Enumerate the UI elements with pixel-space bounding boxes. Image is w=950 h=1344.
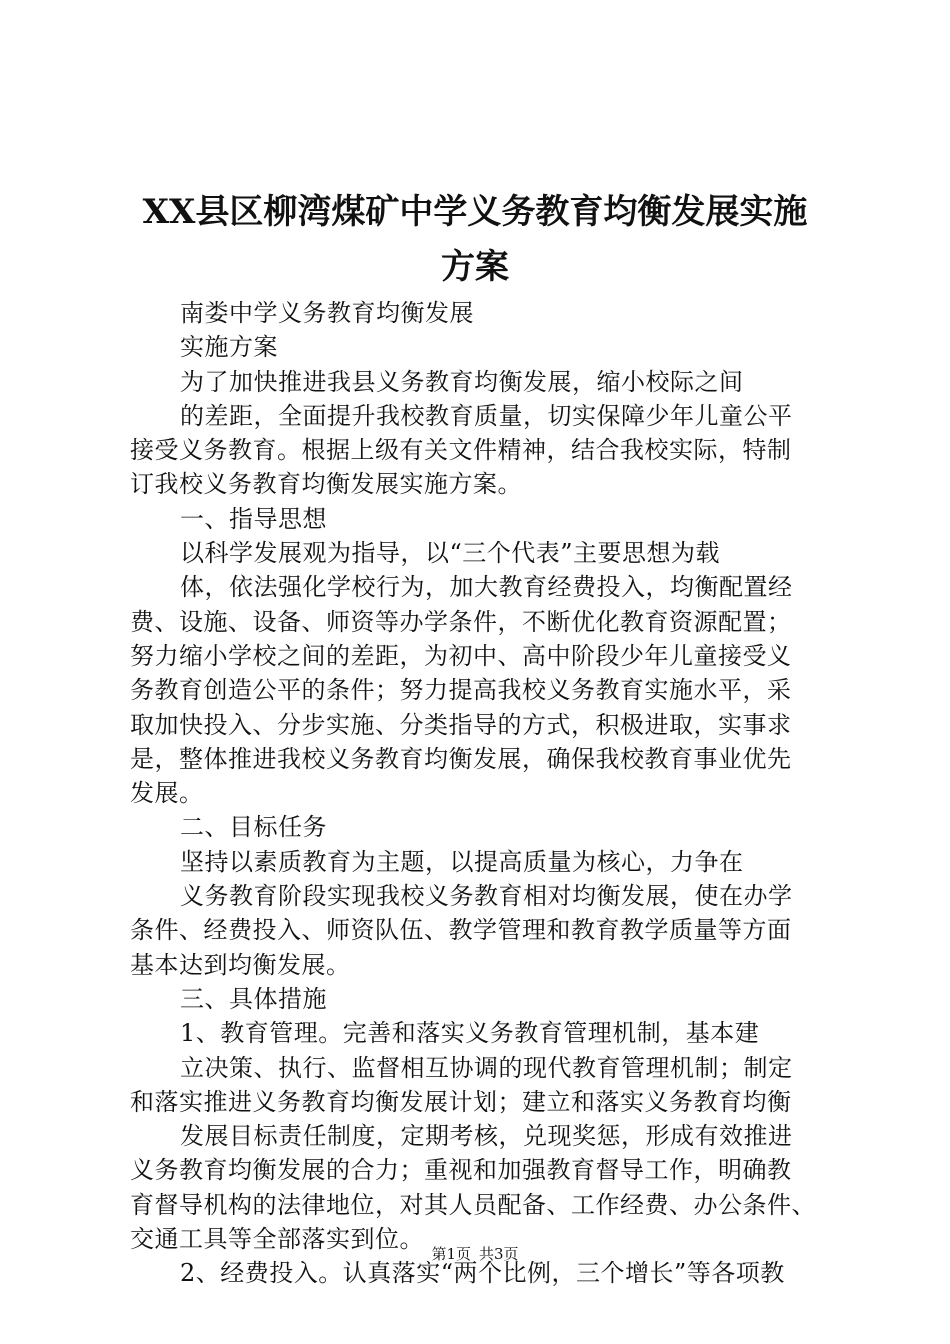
paragraph-line: 义务教育均衡发展的合力；重视和加强教育督导工作，明确教 [130, 1156, 792, 1185]
section-heading: 一、指导思想 [180, 504, 327, 533]
page-number-total: 共3页 [479, 1245, 519, 1263]
paragraph-line: 的差距，全面提升我校教育质量，切实保障少年儿童公平 [180, 401, 793, 430]
page-footer [0, 1244, 950, 1264]
paragraph-line: 条件、经费投入、师资队伍、教学管理和教育教学质量等方面 [130, 916, 792, 945]
document-title-line-2: 方案 [441, 247, 509, 287]
paragraph-line: 体，依法强化学校行为，加大教育经费投入，均衡配置经 [180, 573, 793, 602]
paragraph-line: 取加快投入、分步实施、分类指导的方式，积极进取，实事求 [130, 710, 792, 739]
paragraph-line: 交通工具等全部落实到位。 [130, 1225, 424, 1254]
paragraph-line: 基本达到均衡发展。 [130, 950, 351, 979]
paragraph-line: 是，整体推进我校义务教育均衡发展，确保我校教育事业优先 [130, 744, 792, 773]
paragraph-line: 1、教育管理。完善和落实义务教育管理机制，基本建 [180, 1019, 760, 1048]
paragraph-line: 以科学发展观为指导，以“三个代表”主要思想为载 [180, 539, 721, 568]
paragraph-line: 努力缩小学校之间的差距，为初中、高中阶段少年儿童接受义 [130, 641, 792, 670]
document-title-line-1: XX县区柳湾煤矿中学义务教育均衡发展实施 [142, 192, 808, 232]
paragraph-line: 接受义务教育。根据上级有关文件精神，结合我校实际，特制 [130, 436, 792, 465]
document-body [130, 296, 850, 1291]
paragraph-line: 发展目标责任制度，定期考核，兑现奖惩，形成有效推进 [180, 1122, 793, 1151]
paragraph-line: 和落实推进义务教育均衡发展计划；建立和落实义务教育均衡 [130, 1087, 792, 1116]
section-heading: 三、具体措施 [180, 984, 327, 1013]
paragraph-line: 义务教育阶段实现我校义务教育相对均衡发展，使在办学 [180, 882, 793, 911]
page-number-current: 第1页 [431, 1245, 471, 1263]
subtitle-line-2: 实施方案 [180, 333, 278, 362]
paragraph-line: 务教育创造公平的条件；努力提高我校义务教育实施水平，采 [130, 676, 792, 705]
paragraph-line: 费、设施、设备、师资等办学条件，不断优化教育资源配置； [130, 607, 792, 636]
paragraph-line: 为了加快推进我县义务教育均衡发展，缩小校际之间 [180, 367, 744, 396]
section-heading: 二、目标任务 [180, 813, 327, 842]
subtitle-line-1: 南娄中学义务教育均衡发展 [180, 299, 474, 327]
paragraph-line: 坚持以素质教育为主题，以提高质量为核心，力争在 [180, 847, 744, 876]
paragraph-line: 发展。 [130, 779, 204, 808]
paragraph-line: 立决策、执行、监督相互协调的现代教育管理机制；制定 [180, 1053, 793, 1082]
paragraph-line: 2、经费投入。认真落实“两个比例，三个增长”等各项教 [180, 1259, 785, 1288]
paragraph-line: 订我校义务教育均衡发展实施方案。 [130, 470, 522, 499]
paragraph-line: 育督导机构的法律地位，对其人员配备、工作经费、办公条件、 [130, 1190, 816, 1219]
